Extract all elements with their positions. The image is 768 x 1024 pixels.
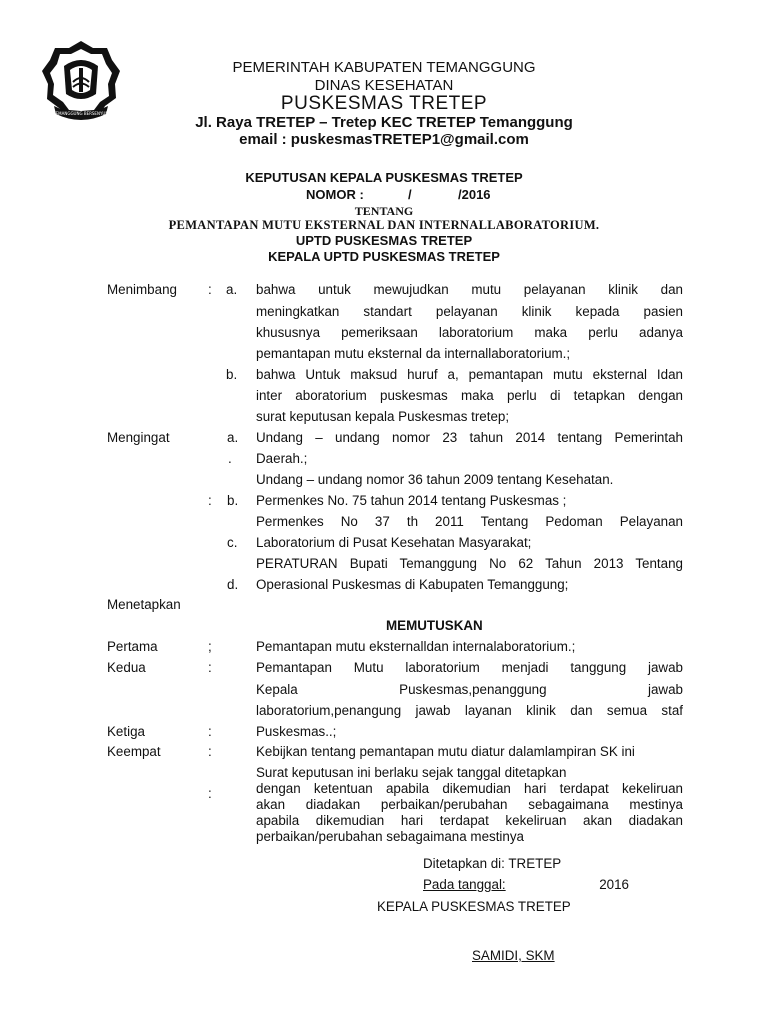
menimbang-a-line-3: khususnya pemeriksaan laboratorium maka perlu adanya: [256, 325, 683, 340]
last-colon: :: [208, 786, 212, 801]
signature-date-label: Pada tanggal:: [423, 877, 506, 892]
mengingat-marker-d: d.: [227, 577, 239, 592]
ketiga-label: Ketiga: [107, 724, 145, 739]
menimbang-a-line-4: pemantapan mutu eksternal da internallaboratorium.;: [256, 346, 571, 361]
last-line-3: akan diadakan perbaikan/perubahan sebagaimana mestinya: [256, 797, 683, 812]
last-line-5: perbaikan/perubahan sebagaimana mestinya: [256, 829, 524, 844]
signature-name: SAMIDI, SKM: [472, 948, 555, 963]
decree-head: KEPALA UPTD PUSKESMAS TRETEP: [268, 249, 500, 264]
mengingat-line-3: Undang – undang nomor 36 tahun 2009 tentang Kesehatan.: [256, 472, 614, 487]
mengingat-marker-c: c.: [227, 535, 238, 550]
mengingat-line-5: Permenkes No 37 th 2011 Tentang Pedoman Pelayanan: [256, 514, 683, 529]
pertama-text: Pemantapan mutu eksternalldan internalaboratorium.;: [256, 639, 576, 654]
ketiga-text: Puskesmas..;: [256, 724, 337, 739]
memutuskan-heading: MEMUTUSKAN: [386, 618, 483, 633]
signature-position: KEPALA PUSKESMAS TRETEP: [377, 899, 571, 914]
mengingat-line-2: Daerah.;: [256, 451, 308, 466]
kedua-label: Kedua: [107, 660, 146, 675]
keempat-colon: :: [208, 744, 212, 759]
signature-place: Ditetapkan di: TRETEP: [423, 856, 562, 871]
menimbang-b-line-1: bahwa Untuk maksud huruf a, pemantapan mutu eksternal Idan: [256, 367, 683, 382]
kedua-line-2: Kepala Puskesmas,penanggung jawab: [256, 682, 683, 697]
crest-ribbon-text: TEMANGGUNG BERSENYUM: [53, 111, 109, 116]
mengingat-marker-a: a.: [227, 430, 239, 445]
kedua-line-3: laboratorium,penangung jawab layanan klinik dan semua staf: [256, 703, 683, 718]
menimbang-label: Menimbang: [107, 282, 177, 297]
header-department: DINAS KESEHATAN: [314, 77, 454, 94]
mengingat-dot: .: [228, 451, 232, 466]
menimbang-marker-b: b.: [226, 367, 238, 382]
menimbang-colon: :: [208, 282, 212, 297]
decree-number-label: NOMOR :: [306, 187, 364, 202]
header-government: PEMERINTAH KABUPATEN TEMANGGUNG: [232, 59, 536, 76]
kedua-colon: :: [208, 660, 212, 675]
menimbang-a-line-2: meningkatkan standart pelayanan klinik kepada pasien: [256, 304, 683, 319]
signature-date-year: 2016: [599, 877, 629, 892]
decree-subject: PEMANTAPAN MUTU EKSTERNAL DAN INTERNALLABORATORIUM.: [168, 218, 600, 232]
signature-date: [423, 877, 629, 892]
mengingat-line-4: Permenkes No. 75 tahun 2014 tentang Puskesmas ;: [256, 493, 567, 508]
kedua-line-1: Pemantapan Mutu laboratorium menjadi tanggung jawab: [256, 660, 683, 675]
menetapkan-label: Menetapkan: [107, 597, 181, 612]
mengingat-line-8: Operasional Puskesmas di Kabupaten Temanggung;: [256, 577, 569, 592]
header-email: email : puskesmasTRETEP1@gmail.com: [239, 131, 529, 148]
decree-uptd: UPTD PUSKESMAS TRETEP: [295, 233, 473, 248]
keempat-text: Kebijkan tentang pemantapan mutu diatur dalamlampiran SK ini: [256, 744, 635, 759]
menimbang-b-line-3: surat keputusan kepala Puskesmas tretep;: [256, 409, 510, 424]
decree-number-year: /2016: [458, 187, 491, 202]
mengingat-line-7: PERATURAN Bupati Temanggung No 62 Tahun 2013 Tentang: [256, 556, 683, 571]
mengingat-label: Mengingat: [107, 430, 170, 445]
last-line-1: Surat keputusan ini berlaku sejak tanggal ditetapkan: [256, 765, 567, 780]
pertama-label: Pertama: [107, 639, 158, 654]
decree-about: TENTANG: [354, 204, 414, 218]
decree-number-slash: /: [408, 187, 412, 202]
pertama-colon: ;: [208, 639, 212, 654]
last-line-2: dengan ketentuan apabila dikemudian hari terdapat kekeliruan: [256, 781, 683, 796]
mengingat-marker-b: b.: [227, 493, 239, 508]
header-puskesmas: PUSKESMAS TRETEP: [280, 93, 488, 114]
decree-title: KEPUTUSAN KEPALA PUSKESMAS TRETEP: [245, 170, 523, 185]
mengingat-colon: :: [208, 493, 212, 508]
mengingat-line-6: Laboratorium di Pusat Kesehatan Masyarakat;: [256, 535, 532, 550]
keempat-label: Keempat: [107, 744, 161, 759]
mengingat-line-1: Undang – undang nomor 23 tahun 2014 tentang Pemerintah: [256, 430, 683, 445]
menimbang-b-line-2: inter aboratorium puskesmas maka perlu di tetapkan dengan: [256, 388, 683, 403]
ketiga-colon: :: [208, 724, 212, 739]
header-address: Jl. Raya TRETEP – Tretep KEC TRETEP Temanggung: [195, 114, 573, 131]
menimbang-marker-a: a.: [226, 282, 238, 297]
menimbang-a-line-1: bahwa untuk mewujudkan mutu pelayanan klinik dan: [256, 282, 683, 297]
last-line-4: apabila dikemudian hari terdapat kekeliruan akan diadakan: [256, 813, 683, 828]
